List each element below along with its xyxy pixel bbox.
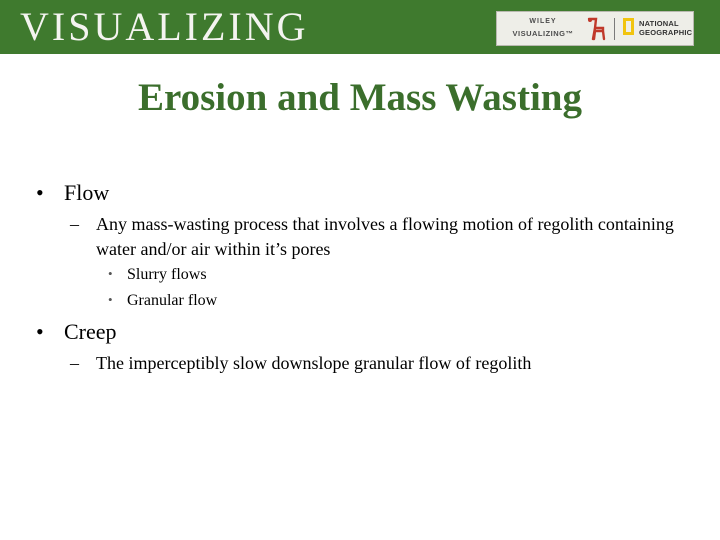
sub-bullet-flow-definition — [70, 212, 680, 262]
sub-sub-bullet-text: Slurry flows — [127, 266, 207, 283]
sub-sub-bullet-dot: • — [108, 292, 113, 307]
sub-bullet-dash: – — [70, 214, 79, 234]
ng-logo-line1: NATIONAL — [639, 19, 679, 28]
sub-bullet-creep-definition — [70, 351, 680, 376]
banner-title: VISUALIZING — [20, 4, 309, 49]
bullet-text: Creep — [64, 319, 117, 344]
ng-logo-line2: GEOGRAPHIC — [639, 28, 693, 37]
sub-sub-bullet-text: Granular flow — [127, 292, 218, 309]
wiley-logo-top: WILEY — [529, 18, 557, 25]
sub-bullet-dash: – — [70, 353, 79, 373]
slide-title: Erosion and Mass Wasting — [138, 76, 582, 119]
bullet-text: Flow — [64, 180, 110, 205]
sub-bullet-text: The imperceptibly slow downslope granular flow of regolith — [96, 353, 532, 373]
sub-bullet-text: Any mass-wasting process that involves a flowing motion of regolith containing water and/or air within it’s pores — [96, 214, 674, 259]
wiley-logo-bottom: VISUALIZING™ — [512, 29, 574, 38]
bullet-dot: • — [36, 180, 44, 205]
sub-sub-bullet-dot: • — [108, 266, 113, 281]
bullet-dot: • — [36, 319, 44, 344]
